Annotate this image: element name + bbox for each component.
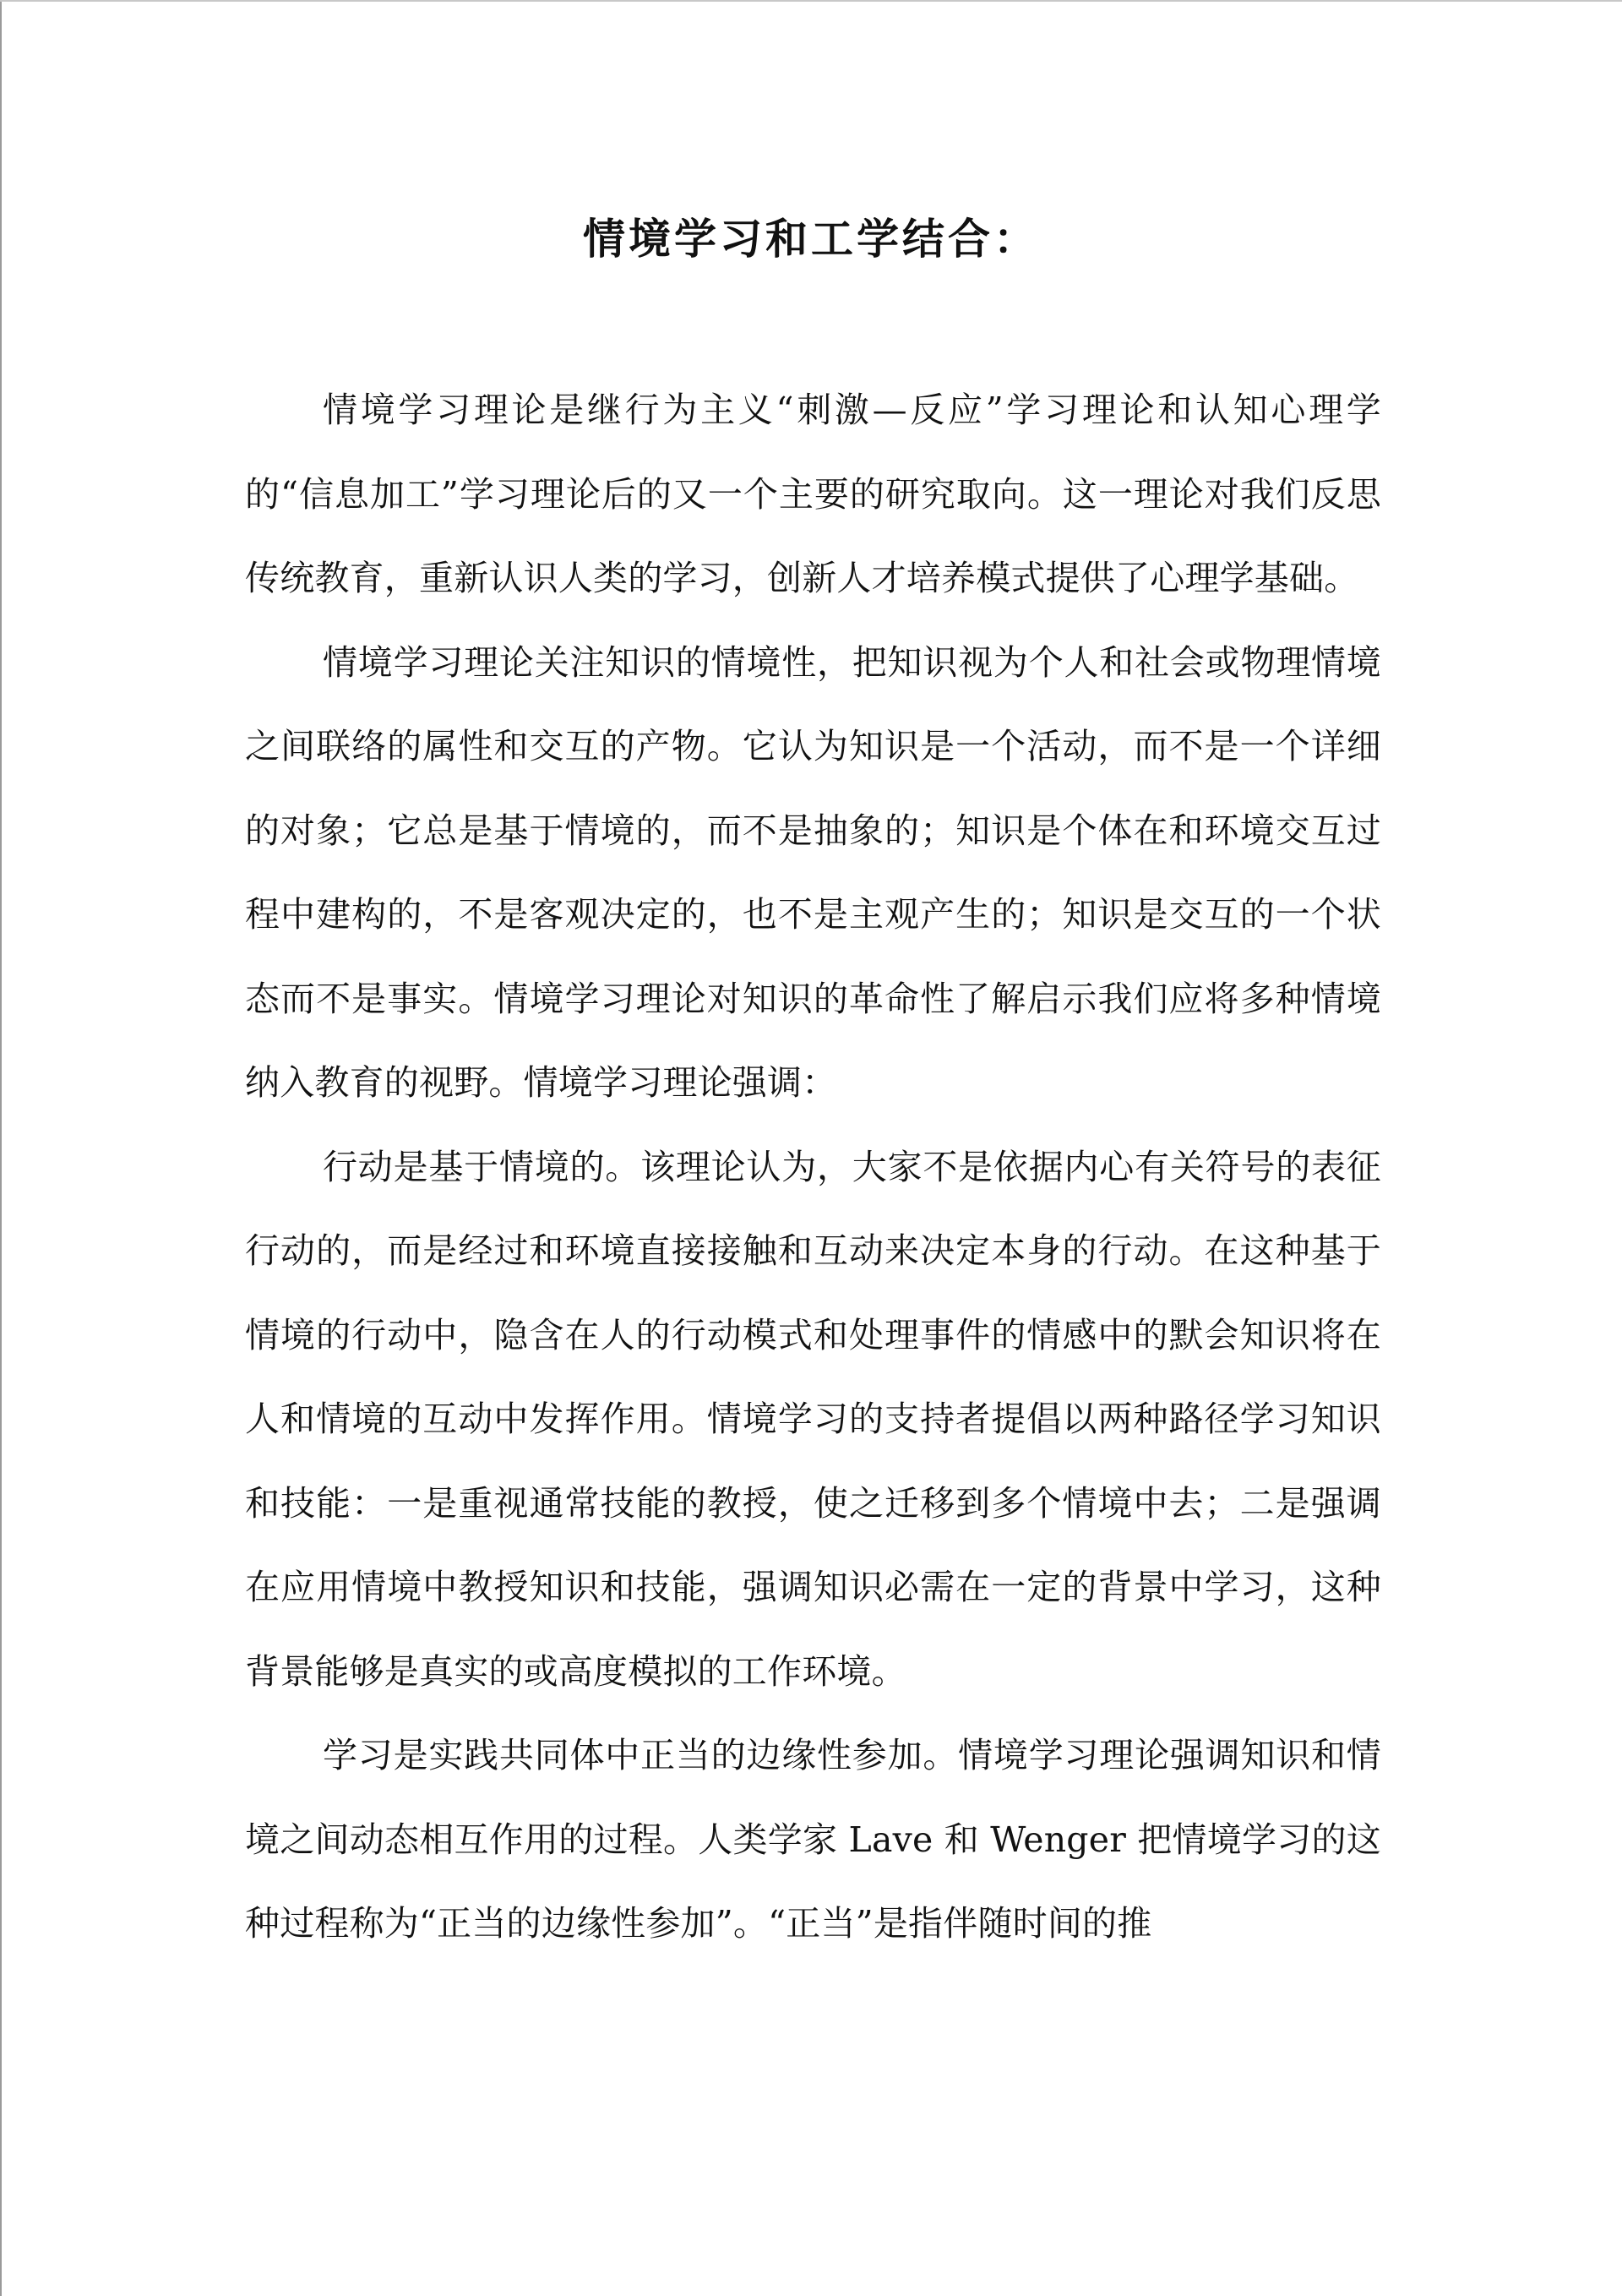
paragraph-legitimate-peripheral-participation: 学习是实践共同体中正当的边缘性参加。情境学习理论强调知识和情境之间动态相互作用的过程。人类学家 Lave 和 Wenger 把情境学习的这种过程称为“正当的边缘性参加”。“正当”是指伴随时间的推: [245, 1735, 1381, 1944]
page-top-border: [0, 0, 1622, 2]
document-title: 情境学习和工学结合：: [583, 214, 1039, 264]
page-left-border: [0, 0, 2, 2296]
paragraph-action-situated: 行动是基于情境的。该理论认为，大家不是依据内心有关符号的表征行动的，而是经过和环境直接接触和互动来决定本身的行动。在这种基于情境的行动中，隐含在人的行动模式和处理事件的情感中的默会知识将在人和情境的互动中发挥作用。情境学习的支持者提倡以两种路径学习知识和技能：一是重视通常技能的教授，使之迁移到多个情境中去；二是强调在应用情境中教授知识和技能，强调知识必需在一定的背景中学习，这种背景能够是真实的或高度模拟的工作环境。: [245, 1146, 1381, 1692]
paragraph-intro: 情境学习理论是继行为主义“刺激—反应”学习理论和认知心理学的“信息加工”学习理论后的又一个主要的研究取向。这一理论对我们反思传统教育，重新认识人类的学习，创新人才培养模式提供了心理学基础。: [245, 390, 1381, 598]
paragraph-knowledge-situatedness: 情境学习理论关注知识的情境性，把知识视为个人和社会或物理情境之间联络的属性和交互的产物。它认为知识是一个活动，而不是一个详细的对象；它总是基于情境的，而不是抽象的；知识是个体在和环境交互过程中建构的，不是客观决定的，也不是主观产生的；知识是交互的一个状态而不是事实。情境学习理论对知识的革命性了解启示我们应将多种情境纳入教育的视野。情境学习理论强调：: [245, 641, 1381, 1103]
document-body: [245, 368, 1381, 1966]
